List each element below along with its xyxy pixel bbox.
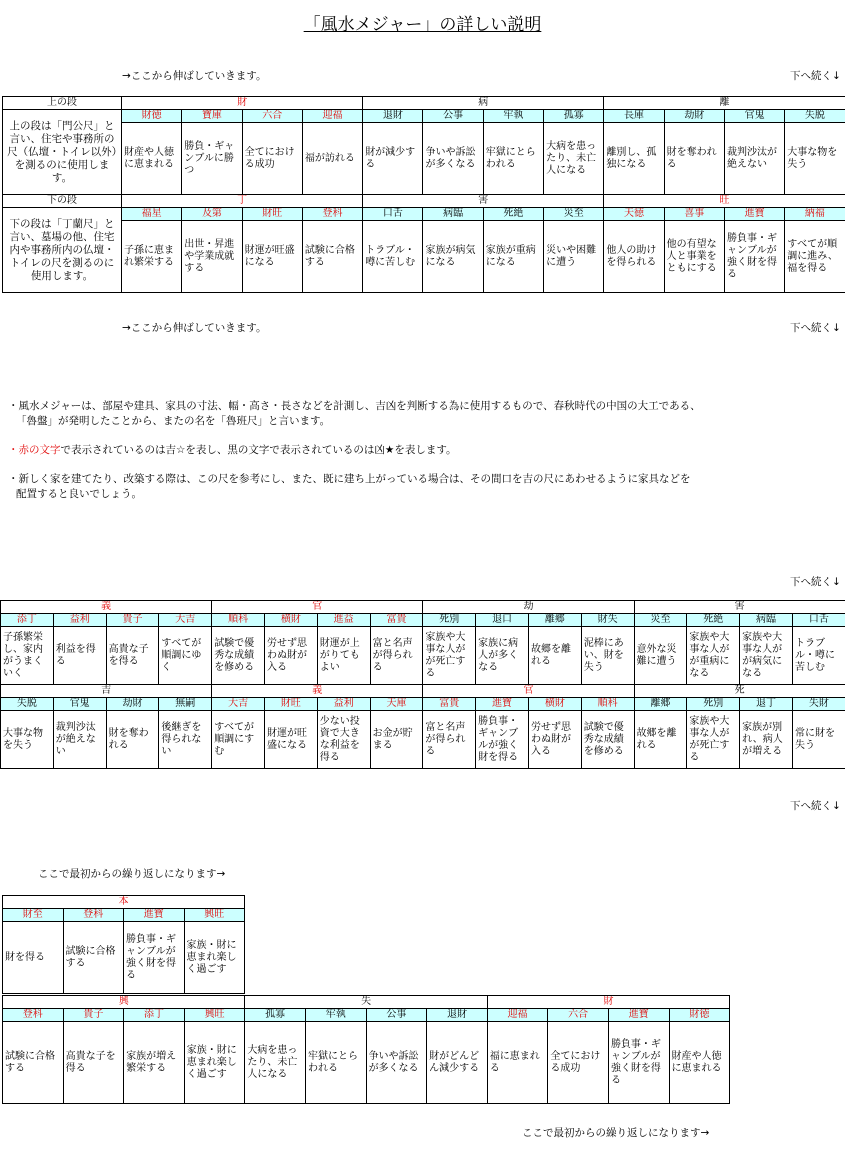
measure-description: 財がどんどん減少する <box>427 1022 488 1104</box>
measure-name: 財旺 <box>242 208 302 221</box>
row-label: 上の段 <box>3 97 122 110</box>
measure-name: 病臨 <box>423 208 483 221</box>
measure-name: 失脱 <box>1 698 54 711</box>
measure-description: 財運が旺盛になる <box>242 221 302 293</box>
paragraph-2: ・赤の文字で表示されているのは吉☆を表し、黒の文字で表示されているのは凶★を表します。 <box>8 444 457 456</box>
measure-description: 福が訪れる <box>302 123 362 195</box>
measure-description: 家族に病人が多くなる <box>476 627 529 685</box>
measure-description: 大事な物を失う <box>785 123 845 195</box>
measure-name: 公事 <box>423 110 483 123</box>
measure-description: 全てにおける成功 <box>242 123 302 195</box>
measure-name: 登科 <box>63 909 124 922</box>
measure-name: 離郷 <box>528 614 581 627</box>
measure-description: 財を得る <box>3 922 64 994</box>
group-name: 害 <box>363 195 604 208</box>
paragraph-1: ・風水メジャーは、部屋や建具、家具の寸法、幅・高さ・長さなどを計測し、吉凶を判断する為に使用するもので、春秋時代の中国の大工である、 「魯盤」が発明したことから、またの名を「魯班尺」と言います。 <box>8 400 701 427</box>
page-title: 「風水メジャー」の詳しい説明 <box>303 15 542 35</box>
measure-description: 牢獄にとらわれる <box>305 1022 366 1104</box>
group-name: 本 <box>3 896 245 909</box>
repeat-note: ここで最初からの繰り返しになります→ <box>38 868 226 880</box>
measure-name: 財徳 <box>669 1009 730 1022</box>
measure-description: 家族が別れ、病人が増える <box>740 711 793 769</box>
measure-description: 財産や人徳に恵まれる <box>669 1022 730 1104</box>
group-name: 劫 <box>423 601 634 614</box>
measure-description: 家族・財に恵まれ楽しく過ごす <box>184 1022 245 1104</box>
measure-name: 順科 <box>212 614 265 627</box>
measure-description: 勝負事・ギャンブルが強く財を得る <box>124 922 185 994</box>
measure-description: 大事な物を失う <box>1 711 54 769</box>
measure-description: 財を奪われる <box>106 711 159 769</box>
row-label: 下の段 <box>3 195 122 208</box>
measure-name: 退丁 <box>740 698 793 711</box>
measure-name: 官鬼 <box>53 698 106 711</box>
measure-name: 無嗣 <box>159 698 212 711</box>
group-name: 財 <box>122 97 363 110</box>
measure-name: 進益 <box>317 614 370 627</box>
measure-name: 六合 <box>242 110 302 123</box>
measure-description: 故郷を離れる <box>634 711 687 769</box>
measure-name: 死絶 <box>483 208 543 221</box>
row-description: 下の段は「丁蘭尺」と言い、墓場の他、住宅内や事務所内の仏壇・トイレの尺を測るのに使用します。 <box>3 208 122 293</box>
measure-name: 災至 <box>634 614 687 627</box>
measure-name: 公事 <box>366 1009 427 1022</box>
measure-description: 勝負・ギャンブルに勝つ <box>182 123 242 195</box>
measure-name: 進寶 <box>724 208 784 221</box>
measure-description: 労せず思わぬ財が入る <box>264 627 317 685</box>
measure-name: 興旺 <box>184 1009 245 1022</box>
measure-description: 家族・財に恵まれ楽しく過ごす <box>184 922 245 994</box>
measure-name: 劫財 <box>664 110 724 123</box>
measure-name: 益利 <box>317 698 370 711</box>
measure-name: 富貴 <box>423 698 476 711</box>
measure-description: 少ない投資で大きな利益を得る <box>317 711 370 769</box>
measure-description: 大病を患ったり、未亡人になる <box>245 1022 306 1104</box>
measure-description: 家族が重病になる <box>483 221 543 293</box>
measure-table-2 <box>0 600 845 769</box>
measure-name: 大吉 <box>212 698 265 711</box>
measure-description: 家族や大事な人がが死亡する <box>423 627 476 685</box>
measure-description: 勝負事・ギャンブルが強く財を得る <box>476 711 529 769</box>
measure-description: 後継ぎを得られない <box>159 711 212 769</box>
measure-description: 出世・昇進や学業成就する <box>182 221 242 293</box>
measure-name: 進寶 <box>124 909 185 922</box>
measure-description: 勝負事・ギャンブルが強く財を得る <box>724 221 784 293</box>
measure-name: 喜事 <box>664 208 724 221</box>
measure-name: 興旺 <box>184 909 245 922</box>
measure-name: 登科 <box>3 1009 64 1022</box>
measure-description: 財を奪われる <box>664 123 724 195</box>
group-name: 吉 <box>1 685 212 698</box>
group-name: 離 <box>604 97 845 110</box>
measure-description: トラブル・噂に苦しむ <box>363 221 423 293</box>
measure-description: すべてが順調にすむ <box>212 711 265 769</box>
group-name: 死 <box>634 685 845 698</box>
measure-description: すべてが順調にゆく <box>159 627 212 685</box>
measure-name: 牢執 <box>305 1009 366 1022</box>
measure-name: 孤寡 <box>245 1009 306 1022</box>
measure-description: 富と名声が得られる <box>370 627 423 685</box>
measure-name: 福星 <box>122 208 182 221</box>
measure-name: 迎福 <box>487 1009 548 1022</box>
measure-name: 財至 <box>3 909 64 922</box>
measure-description: 労せず思わぬ財が入る <box>528 711 581 769</box>
measure-name: 失脱 <box>785 110 845 123</box>
measure-description: 裁判沙汰が絶えない <box>724 123 784 195</box>
measure-name: 貴子 <box>106 614 159 627</box>
measure-name: 死絶 <box>687 614 740 627</box>
continued-note: 下へ続く↓ <box>790 322 841 334</box>
measure-description: トラブル・噂に苦しむ <box>792 627 845 685</box>
extend-note: →ここから伸ばしていきます。 <box>122 322 267 334</box>
group-name: 官 <box>423 685 634 698</box>
group-name: 官 <box>212 601 423 614</box>
measure-description: 財運が上がりてもよい <box>317 627 370 685</box>
measure-name: 益利 <box>53 614 106 627</box>
measure-name: 退財 <box>363 110 423 123</box>
measure-description: 常に財を失う <box>792 711 845 769</box>
group-name: 丁 <box>122 195 363 208</box>
measure-description: 家族が病気になる <box>423 221 483 293</box>
measure-name: 死別 <box>687 698 740 711</box>
measure-description: 子孫に恵まれ繁栄する <box>122 221 182 293</box>
measure-description: 試験に合格する <box>63 922 124 994</box>
measure-name: 及第 <box>182 208 242 221</box>
measure-name: 貴子 <box>63 1009 124 1022</box>
measure-description: 大病を患ったり、未亡人になる <box>544 123 604 195</box>
measure-description: 災いや困難に遭う <box>544 221 604 293</box>
group-name: 害 <box>634 601 845 614</box>
measure-name: 財徳 <box>122 110 182 123</box>
measure-description: 福に恵まれる <box>487 1022 548 1104</box>
repeat-note: ここで最初からの繰り返しになります→ <box>522 1127 710 1139</box>
measure-table-3b <box>2 995 730 1104</box>
measure-description: 試験に合格する <box>302 221 362 293</box>
measure-description: 泥棒にあい、財を失う <box>581 627 634 685</box>
measure-description: お金が貯まる <box>370 711 423 769</box>
measure-name: 横財 <box>264 614 317 627</box>
measure-name: 順科 <box>581 698 634 711</box>
measure-description: 家族や大事な人がが重病になる <box>687 627 740 685</box>
measure-description: 勝負事・ギャンブルが強く財を得る <box>608 1022 669 1104</box>
measure-name: 寶庫 <box>182 110 242 123</box>
measure-description: 利益を得る <box>53 627 106 685</box>
measure-name: 天庫 <box>370 698 423 711</box>
measure-description: 財産や人徳に恵まれる <box>122 123 182 195</box>
measure-description: 故郷を離れる <box>528 627 581 685</box>
measure-description: 家族が増え繁栄する <box>124 1022 185 1104</box>
measure-name: 死別 <box>423 614 476 627</box>
measure-description: 財が減少する <box>363 123 423 195</box>
measure-description: 意外な災難に遭う <box>634 627 687 685</box>
measure-description: 子孫繁栄し、家内がうまくいく <box>1 627 54 685</box>
measure-description: 家族や大事な人がが病気になる <box>740 627 793 685</box>
measure-table-1 <box>2 96 845 293</box>
measure-name: 財旺 <box>264 698 317 711</box>
measure-name: 迎福 <box>302 110 362 123</box>
row-description: 上の段は「門公尺」と言い、住宅や事務所の尺（仏壇・トイレ以外）を測るのに使用します。 <box>3 110 122 195</box>
measure-description: 裁判沙汰が絶えない <box>53 711 106 769</box>
group-name: 興 <box>3 996 245 1009</box>
measure-description: 高貴な子を得る <box>106 627 159 685</box>
measure-name: 官鬼 <box>724 110 784 123</box>
group-name: 義 <box>212 685 423 698</box>
measure-description: 試験で優秀な成績を修める <box>212 627 265 685</box>
measure-name: 長庫 <box>604 110 664 123</box>
measure-description: 離別し、孤独になる <box>604 123 664 195</box>
measure-description: 全てにおける成功 <box>548 1022 609 1104</box>
measure-description: 試験に合格する <box>3 1022 64 1104</box>
measure-name: 失財 <box>792 698 845 711</box>
paragraph-3: ・新しく家を建てたり、改築する際は、この尺を参考にし、また、既に建ち上がっている場合は、その間口を吉の尺にあわせるように家具などを 配置すると良いでしょう。 <box>8 473 691 500</box>
measure-name: 添丁 <box>124 1009 185 1022</box>
measure-description: 試験で優秀な成績を修める <box>581 711 634 769</box>
measure-name: 財失 <box>581 614 634 627</box>
measure-name: 退口 <box>476 614 529 627</box>
measure-name: 進寶 <box>608 1009 669 1022</box>
continued-note: 下へ続く↓ <box>790 70 841 82</box>
measure-description: 争いや訴訟が多くなる <box>423 123 483 195</box>
measure-description: 高貴な子を得る <box>63 1022 124 1104</box>
measure-name: 進寶 <box>476 698 529 711</box>
measure-name: 口舌 <box>792 614 845 627</box>
measure-name: 横財 <box>528 698 581 711</box>
measure-name: 富貴 <box>370 614 423 627</box>
group-name: 財 <box>487 996 729 1009</box>
group-name: 失 <box>245 996 487 1009</box>
extend-note: →ここから伸ばしていきます。 <box>122 70 267 82</box>
group-name: 旺 <box>604 195 845 208</box>
measure-description: 他人の助けを得られる <box>604 221 664 293</box>
measure-name: 孤寡 <box>544 110 604 123</box>
measure-name: 災至 <box>544 208 604 221</box>
measure-description: すべてが順調に進み、福を得る <box>785 221 845 293</box>
continued-note: 下へ続く↓ <box>790 800 841 812</box>
measure-table-3a <box>2 895 245 994</box>
measure-name: 牢執 <box>483 110 543 123</box>
measure-name: 口舌 <box>363 208 423 221</box>
measure-name: 六合 <box>548 1009 609 1022</box>
measure-name: 登科 <box>302 208 362 221</box>
measure-name: 退財 <box>427 1009 488 1022</box>
group-name: 病 <box>363 97 604 110</box>
continued-note: 下へ続く↓ <box>790 576 841 588</box>
measure-description: 財運が旺盛になる <box>264 711 317 769</box>
group-name: 義 <box>1 601 212 614</box>
measure-name: 天徳 <box>604 208 664 221</box>
measure-description: 争いや訴訟が多くなる <box>366 1022 427 1104</box>
measure-name: 病臨 <box>740 614 793 627</box>
measure-name: 納福 <box>785 208 845 221</box>
measure-description: 富と名声が得られる <box>423 711 476 769</box>
measure-name: 大吉 <box>159 614 212 627</box>
measure-description: 牢獄にとらわれる <box>483 123 543 195</box>
measure-name: 劫財 <box>106 698 159 711</box>
measure-name: 離郷 <box>634 698 687 711</box>
measure-description: 家族や大事な人がが死亡する <box>687 711 740 769</box>
measure-description: 他の有望な人と事業をともにする <box>664 221 724 293</box>
measure-name: 添丁 <box>1 614 54 627</box>
